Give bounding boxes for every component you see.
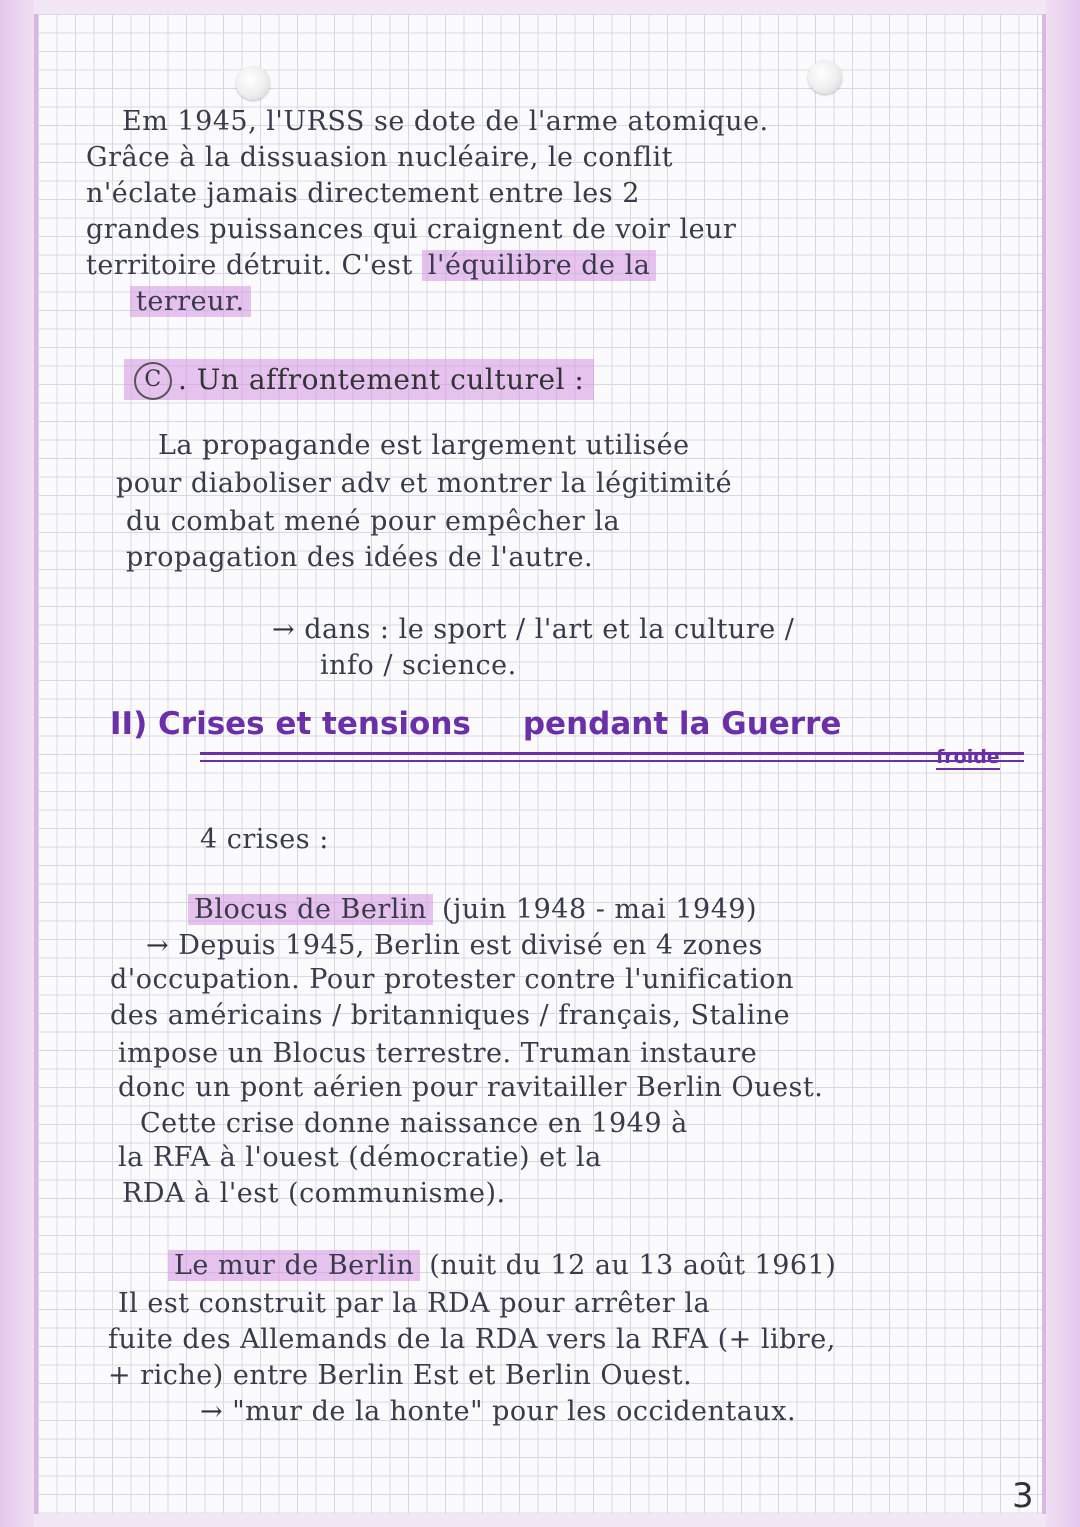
p1-line-5	[86, 252, 656, 279]
blocus-heading-line	[188, 896, 757, 923]
subsection-c-highlight	[124, 359, 594, 400]
domains-line-1	[272, 616, 794, 643]
p1-line-2: Grâce à la dissuasion nucléaire, le conflit	[86, 142, 673, 173]
blocus-line-1	[146, 932, 763, 959]
mur-dates: (nuit du 12 au 13 août 1961)	[429, 1250, 837, 1281]
blocus-line-7: la RFA à l'ouest (démocratie) et la	[118, 1142, 602, 1173]
binder-edge-right	[1046, 0, 1080, 1527]
arrow-icon: →	[272, 614, 296, 645]
section-2-title-part-1: II) Crises et tensions	[110, 706, 471, 742]
section-2-underline-double	[200, 760, 1024, 762]
arrow-icon: →	[200, 1396, 233, 1427]
blocus-line-3: des américains / britanniques / français, Staline	[110, 1000, 791, 1031]
mur-line-1: Il est construit par la RDA pour arrêter la	[118, 1288, 711, 1319]
highlight-equilibre: l'équilibre de la	[422, 250, 656, 281]
section-2-title-froide: froide	[936, 746, 1000, 768]
p2-line-4: propagation des idées de l'autre.	[126, 542, 594, 573]
p2-line-3: du combat mené pour empêcher la	[126, 506, 621, 537]
section-2-title	[110, 706, 841, 742]
subsection-c-text: . Un affrontement culturel :	[178, 362, 585, 396]
p1-line-1: Em 1945, l'URSS se dote de l'arme atomique.	[122, 106, 769, 137]
mur-line-4-text: "mur de la honte" pour les occidentaux.	[232, 1396, 797, 1427]
arrow-icon: →	[146, 930, 179, 961]
domains-line-1-text: dans : le sport / l'art et la culture /	[304, 614, 795, 645]
domains-line-2: info / science.	[320, 650, 517, 681]
blocus-line-1-text: Depuis 1945, Berlin est divisé en 4 zones	[178, 930, 763, 961]
mur-heading-line	[168, 1252, 836, 1279]
punch-hole-right	[808, 60, 842, 94]
binder-edge-left	[0, 0, 34, 1527]
p2-line-1: La propagande est largement utilisée	[158, 430, 690, 461]
mur-line-3: + riche) entre Berlin Est et Berlin Ouest.	[108, 1360, 693, 1391]
blocus-line-4: impose un Blocus terrestre. Truman instaure	[118, 1038, 758, 1069]
mur-heading: Le mur de Berlin	[168, 1250, 420, 1281]
p1-line-5-text: territoire détruit. C'est	[86, 250, 413, 281]
p2-line-2: pour diaboliser adv et montrer la légitimité	[116, 468, 733, 499]
p1-line-6	[130, 288, 251, 315]
circled-letter-c: C	[134, 362, 172, 400]
page-number: 3	[1012, 1476, 1034, 1516]
blocus-dates: (juin 1948 - mai 1949)	[442, 894, 758, 925]
blocus-line-8: RDA à l'est (communisme).	[122, 1178, 506, 1209]
blocus-line-6: Cette crise donne naissance en 1949 à	[140, 1108, 688, 1139]
punch-hole-left	[236, 66, 270, 100]
blocus-heading: Blocus de Berlin	[188, 894, 433, 925]
p1-line-3: n'éclate jamais directement entre les 2	[86, 178, 640, 209]
p1-line-4: grandes puissances qui craignent de voir leur	[86, 214, 737, 245]
section-2-underline	[200, 752, 1024, 755]
subsection-c-title	[124, 362, 594, 400]
section-2-title-part-2: pendant la Guerre	[522, 706, 842, 742]
highlight-terreur: terreur.	[130, 286, 251, 317]
mur-line-4	[200, 1398, 796, 1425]
blocus-line-2: d'occupation. Pour protester contre l'unification	[110, 964, 794, 995]
blocus-line-5: donc un pont aérien pour ravitailler Berlin Ouest.	[118, 1072, 824, 1103]
mur-line-2: fuite des Allemands de la RDA vers la RFA (+ libre,	[108, 1324, 836, 1355]
crises-label: 4 crises :	[200, 824, 329, 855]
